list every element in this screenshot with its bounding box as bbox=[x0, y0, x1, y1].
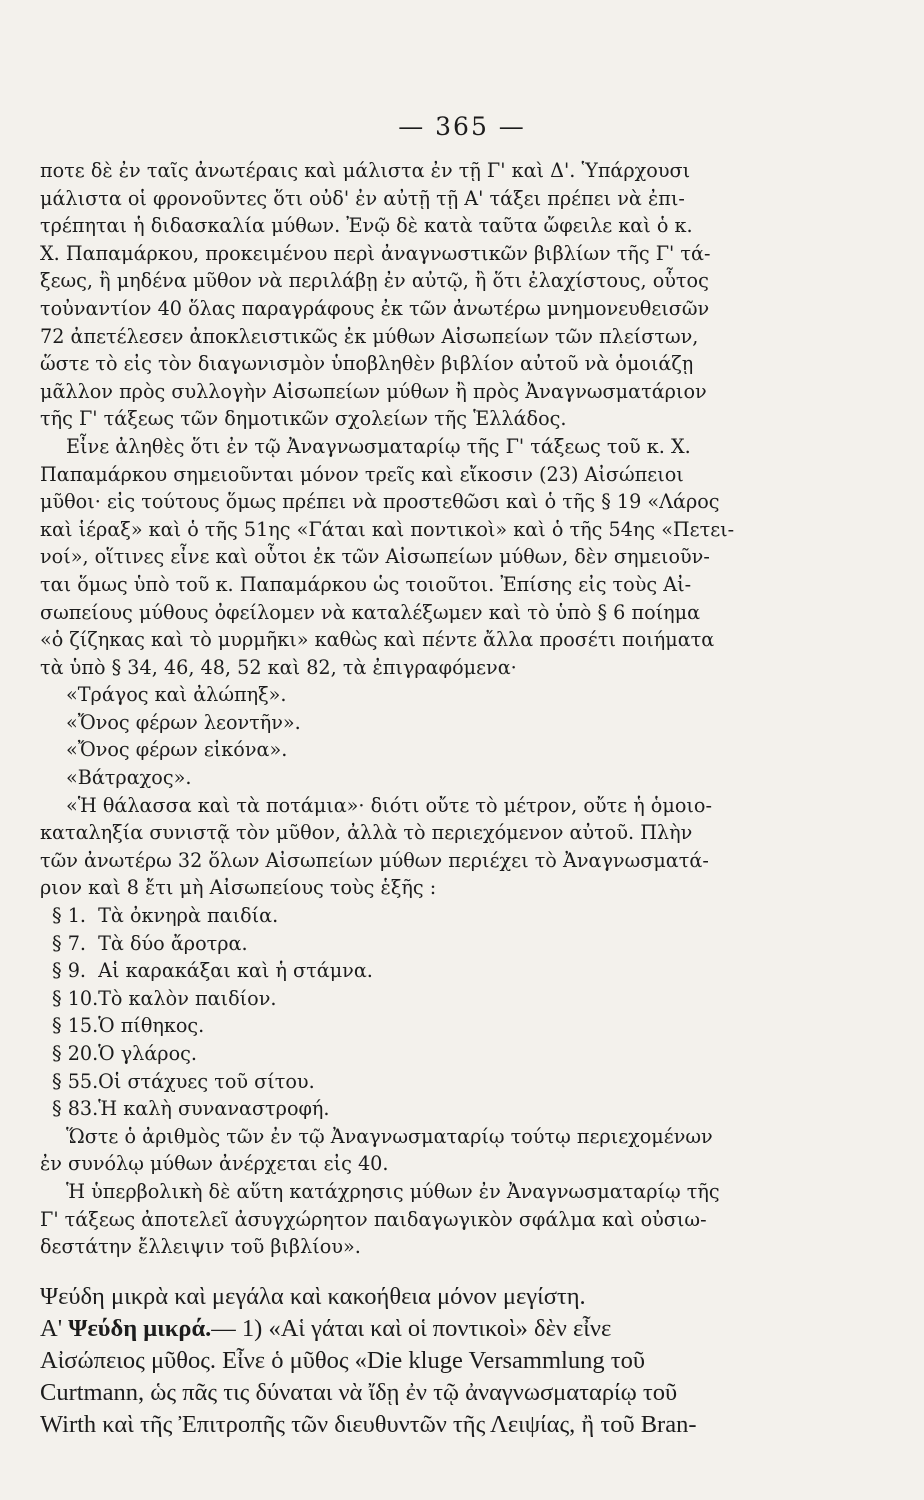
list-item-number: § 15. bbox=[52, 1014, 99, 1038]
list-item bbox=[40, 1012, 884, 1040]
text-line: «Ἡ θάλασσα καὶ τὰ ποτάμια»· διότι οὔτε τὸ μέτρον, οὔτε ἡ ὁμοιο- bbox=[66, 793, 712, 817]
poem-title: «Ὄνος φέρων εἰκόνα». bbox=[66, 738, 288, 762]
text-line: Curtmann, ὡς πᾶς τις δύναται νὰ ἴδῃ ἐν τῷ ἀναγνωσματαρίῳ τοῦ bbox=[40, 1378, 678, 1406]
list-item-number: § 7. bbox=[52, 931, 86, 955]
list-item-text: Οἱ στάχυες τοῦ σίτου. bbox=[98, 1069, 315, 1093]
list-item-text: Τὰ ὀκνηρὰ παιδία. bbox=[98, 904, 279, 928]
section-lies bbox=[40, 1281, 884, 1441]
text-line: μάλιστα οἱ φρονοῦντες ὅτι οὐδ' ἐν αὐτῇ τῇ Α' τάξει πρέπει νὰ ἐπι- bbox=[40, 186, 685, 210]
text-line: Γ' τάξεως ἀποτελεῖ ἀσυγχώρητον παιδαγωγικὸν σφάλμα καὶ οὐσιω- bbox=[40, 1207, 707, 1231]
text-line: τῶν ἀνωτέρω 32 ὅλων Αἰσωπείων μύθων περιέχει τὸ Ἀναγνωσματά- bbox=[40, 848, 709, 872]
paragraph-2 bbox=[40, 433, 884, 681]
text-line: καταληξία συνιστᾷ τὸν μῦθον, ἀλλὰ τὸ περιεχόμενον αὐτοῦ. Πλὴν bbox=[40, 821, 693, 845]
list-item bbox=[40, 1040, 884, 1068]
section-heading: Ψεύδη μικρὰ καὶ μεγάλα καὶ κακοήθεια μόνον μεγίστη. bbox=[40, 1282, 586, 1310]
list-item-text: Τὰ δύο ἄροτρα. bbox=[98, 931, 248, 955]
paragraph-3 bbox=[40, 792, 884, 902]
list-item bbox=[40, 902, 884, 930]
text-line: ποτε δὲ ἐν ταῖς ἀνωτέραις καὶ μάλιστα ἐν τῇ Γ' καὶ Δ'. Ὑπάρχουσι bbox=[40, 159, 691, 182]
text-line: Εἶνε ἀληθὲς ὅτι ἐν τῷ Ἀναγνωσματαρίῳ τῆς Γ' τάξεως τοῦ κ. Χ. bbox=[66, 434, 691, 458]
text-line: Wirth καὶ τῆς Ἐπιτροπῆς τῶν διευθυντῶν τῆς Λειψίας, ἢ τοῦ Bran- bbox=[40, 1410, 697, 1438]
text-line: τῆς Γ' τάξεως τῶν δημοτικῶν σχολείων τῆς Ἑλλάδος. bbox=[40, 407, 567, 431]
section-gap bbox=[40, 1261, 884, 1281]
poem-title: «Τράγος καὶ ἀλώπηξ». bbox=[66, 683, 287, 707]
list-item-text: Ὁ πίθηκος. bbox=[98, 1014, 205, 1038]
text-line: ὥστε τὸ εἰς τὸν διαγωνισμὸν ὑποβληθὲν βιβλίον αὐτοῦ νὰ ὁμοιάζῃ bbox=[40, 352, 694, 376]
text-line: 72 ἀπετέλεσεν ἀποκλειστικῶς ἐκ μύθων Αἰσωπείων τῶν πλείστων, bbox=[40, 324, 699, 348]
text-line: τρέπηται ἡ διδασκαλία μύθων. Ἐνῷ δὲ κατὰ ταῦτα ὤφειλε καὶ ὁ κ. bbox=[40, 214, 693, 238]
list-item-number: § 9. bbox=[52, 959, 86, 983]
list-item bbox=[40, 1095, 884, 1123]
text-line: ται ὅμως ὑπὸ τοῦ κ. Παπαμάρκου ὡς τοιοῦτοι. Ἐπίσης εἰς τοὺς Αἰ- bbox=[40, 572, 692, 596]
poem-titles bbox=[40, 681, 884, 791]
page-number: — 365 — bbox=[398, 112, 526, 141]
text-line: Παπαμάρκου σημειοῦνται μόνον τρεῖς καὶ εἴκοσιν (23) Αἰσώπειοι bbox=[40, 462, 684, 486]
paragraph-4 bbox=[40, 1123, 884, 1178]
text-line: νοί», οἵτινες εἶνε καὶ οὗτοι ἐκ τῶν Αἰσωπείων μύθων, δὲν σημειοῦν- bbox=[40, 545, 710, 569]
list-item bbox=[40, 1068, 884, 1096]
text-line: μᾶλλον πρὸς συλλογὴν Αἰσωπείων μύθων ἢ πρὸς Ἀναγνωσματάριον bbox=[40, 379, 707, 403]
list-item-text: Αἱ καρακάξαι καὶ ἡ στάμνα. bbox=[98, 959, 373, 983]
subsection-text: — 1) «Αἱ γάται καὶ οἱ ποντικοὶ» δὲν εἶνε bbox=[211, 1314, 612, 1342]
text-line: Ὥστε ὁ ἀριθμὸς τῶν ἐν τῷ Ἀναγνωσματαρίῳ τούτῳ περιεχομένων bbox=[66, 1124, 713, 1148]
list-item-number: § 10. bbox=[52, 986, 99, 1010]
text-line: ριον καὶ 8 ἔτι μὴ Αἰσωπείους τοὺς ἑξῆς : bbox=[40, 876, 437, 900]
list-item bbox=[40, 985, 884, 1013]
paragraph-5 bbox=[40, 1178, 884, 1261]
text-line: Ἡ ὑπερβολικὴ δὲ αὕτη κατάχρησις μύθων ἐν Ἀναγνωσματαρίῳ τῆς bbox=[66, 1179, 720, 1203]
text-line: «ὁ ζίζηκας καὶ τὸ μυρμῆκι» καθὼς καὶ πέντε ἄλλα προσέτι ποιήματα bbox=[40, 628, 715, 652]
list-item bbox=[40, 930, 884, 958]
text-line: Χ. Παπαμάρκου, προκειμένου περὶ ἀναγνωστικῶν βιβλίων τῆς Γ' τά- bbox=[40, 241, 711, 265]
body-text bbox=[40, 157, 884, 1261]
non-aesopic-list bbox=[40, 902, 884, 1123]
text-line: ἐν συνόλῳ μύθων ἀνέρχεται εἰς 40. bbox=[40, 1152, 389, 1176]
paragraph-1 bbox=[40, 157, 884, 433]
list-item-number: § 1. bbox=[52, 904, 86, 928]
text-line: τοὐναντίον 40 ὅλας παραγράφους ἐκ τῶν ἀνωτέρω μνημονευθεισῶν bbox=[40, 296, 710, 320]
list-item-text: Τὸ καλὸν παιδίον. bbox=[98, 986, 277, 1010]
subsection-line bbox=[40, 1313, 884, 1345]
poem-title: «Βάτραχος». bbox=[66, 766, 192, 790]
text-line: σωπείους μύθους ὀφείλομεν νὰ καταλέξωμεν καὶ τὸ ὑπὸ § 6 ποίημα bbox=[40, 600, 701, 624]
list-item bbox=[40, 957, 884, 985]
list-item-text: Ὁ γλάρος. bbox=[98, 1042, 197, 1065]
text-line: μῦθοι· εἰς τούτους ὅμως πρέπει νὰ προστεθῶσι καὶ ὁ τῆς § 19 «Λάρος bbox=[40, 490, 720, 514]
text-line: τὰ ὑπὸ § 34, 46, 48, 52 καὶ 82, τὰ ἐπιγραφόμενα· bbox=[40, 655, 517, 679]
list-item-number: § 20. bbox=[52, 1042, 99, 1065]
text-line: ξεως, ἢ μηδένα μῦθον νὰ περιλάβῃ ἐν αὐτῷ, ἢ ὅτι ἐλαχίστους, οὗτος bbox=[40, 269, 709, 293]
poem-title: «Ὄνος φέρων λεοντῆν». bbox=[66, 710, 301, 734]
text-line: Αἰσώπειος μῦθος. Εἶνε ὁ μῦθος «Die kluge Versammlung τοῦ bbox=[40, 1346, 645, 1374]
subsection-label: Α' bbox=[40, 1314, 63, 1342]
list-item-number: § 55. bbox=[52, 1069, 99, 1093]
list-item-number: § 83. bbox=[52, 1097, 99, 1121]
text-line: καὶ ἱέραξ» καὶ ὁ τῆς 51ης «Γάται καὶ ποντικοὶ» καὶ ὁ τῆς 54ης «Πετει- bbox=[40, 517, 735, 541]
list-item-text: Ἡ καλὴ συναναστροφή. bbox=[98, 1097, 330, 1121]
subsection-title: Ψεύδη μικρά. bbox=[68, 1314, 212, 1342]
text-line: δεστάτην ἔλλειψιν τοῦ βιβλίου». bbox=[40, 1235, 361, 1259]
